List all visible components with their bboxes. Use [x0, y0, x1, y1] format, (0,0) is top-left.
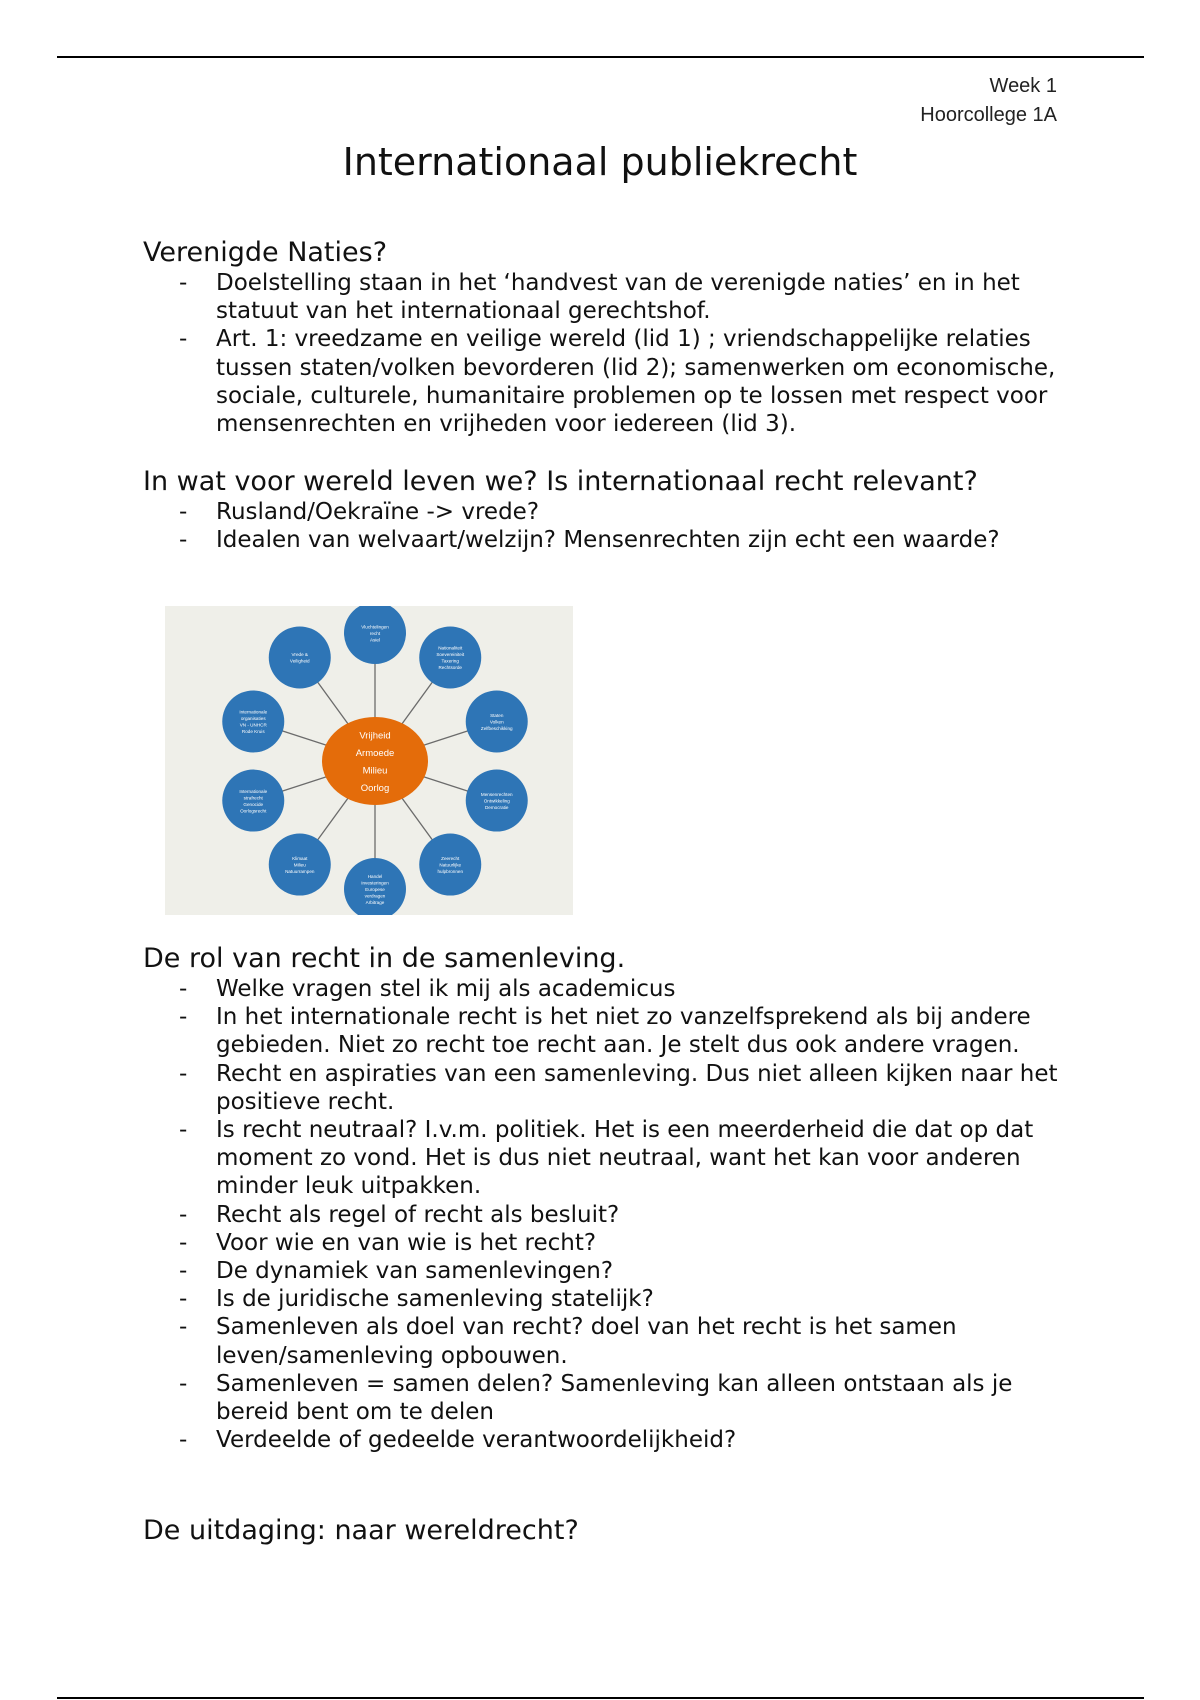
diagram-canvas	[165, 606, 573, 915]
diagram-node-label: Zelfbeschikking	[480, 725, 513, 731]
section-verenigde-naties	[143, 237, 1063, 438]
diagram-node	[222, 770, 284, 832]
diagram-node-label: Oorlogsrecht	[240, 808, 267, 814]
diagram-node-label: Democratie	[484, 805, 509, 811]
diagram-node-label: recht	[369, 631, 381, 636]
diagram-node-label: Nationaliteit	[438, 645, 463, 651]
diagram-node	[419, 626, 481, 688]
diagram-node-label: Europese	[365, 887, 385, 892]
page-header-meta	[920, 72, 1057, 130]
diagram-node-label: Natuurrampen	[285, 869, 315, 875]
diagram-node-label: Investeringen	[361, 880, 389, 886]
list-item: - Samenleven = samen delen? Samenleving kan alleen ontstaan als je bereid bent om te delen	[143, 1370, 1063, 1426]
diagram-node-label: Asiel	[370, 637, 380, 643]
diagram-node-label: Arbitrage	[365, 900, 385, 905]
section-title: Verenigde Naties?	[143, 237, 388, 268]
section-uitdaging	[143, 1515, 1063, 1547]
diagram-node-label: Rechtsorde	[438, 665, 462, 671]
diagram-node-label: Veiligheid	[289, 658, 310, 664]
list-item: - Recht en aspiraties van een samenleving. Dus niet alleen kijken naar het positieve recht.	[143, 1060, 1063, 1116]
section-title: De uitdaging: naar wereldrecht?	[143, 1515, 579, 1546]
diagram-node-label: strafrecht	[243, 795, 263, 801]
diagram-node	[269, 834, 331, 896]
diagram-node	[269, 626, 331, 688]
week-label: Week 1	[989, 75, 1057, 97]
section-title: In wat voor wereld leven we? Is internationaal recht relevant?	[143, 466, 978, 497]
list-item: - Is recht neutraal? I.v.m. politiek. Het is een meerderheid die dat op dat moment zo vond. Het is dus niet neutraal, want het kan voor anderen minder leuk uitpakken.	[143, 1116, 1063, 1201]
diagram-node-label: hulpbronnen	[437, 869, 464, 875]
topic-diagram	[165, 606, 573, 915]
diagram-node-label: organisaties	[240, 716, 266, 722]
diagram-center	[322, 717, 428, 805]
list-item: - Welke vragen stel ik mij als academicus	[143, 975, 1063, 1003]
diagram-center-label: Vrijheid	[359, 730, 391, 742]
diagram-node	[222, 690, 284, 752]
diagram-node	[344, 858, 406, 915]
list-item: - Recht als regel of recht als besluit?	[143, 1201, 1063, 1229]
diagram-node-label: Rode Kruis	[241, 729, 265, 735]
list-item: - Samenleven als doel van recht? doel van het recht is het samen leven/samenleving opbouwen.	[143, 1313, 1063, 1369]
lecture-label: Hoorcollege 1A	[920, 104, 1057, 126]
bullet-list	[143, 498, 1063, 554]
top-rule	[57, 56, 1144, 58]
section-title: De rol van recht in de samenleving.	[143, 943, 626, 974]
diagram-node-label: verdragen	[364, 893, 386, 899]
diagram-node	[466, 770, 528, 832]
bullet-list	[143, 975, 1063, 1454]
diagram-node-label: Internationale	[239, 788, 268, 794]
list-item: - In het internationale recht is het niet zo vanzelfsprekend als bij andere gebieden. Niet zo recht toe recht aan. Je stelt dus ook andere vragen.	[143, 1003, 1063, 1059]
diagram-node	[466, 690, 528, 752]
list-item: - Voor wie en van wie is het recht?	[143, 1229, 1063, 1257]
section-wereld	[143, 466, 1063, 554]
diagram-node-label: Mensenrechten	[480, 792, 513, 798]
diagram-center-label: Milieu	[362, 765, 388, 777]
diagram-node-label: VN - UNHCR	[239, 722, 267, 728]
diagram-node-label: Natuurlijke	[439, 862, 462, 868]
list-item: - Is de juridische samenleving statelijk?	[143, 1285, 1063, 1313]
bottom-rule	[57, 1697, 1144, 1699]
section-rol-van-recht	[143, 943, 1063, 1454]
diagram-node-label: Ontwikkeling	[483, 798, 510, 804]
list-item: - Idealen van welvaart/welzijn? Mensenrechten zijn echt een waarde?	[143, 526, 1063, 554]
page-title: Internationaal publiekrecht	[342, 140, 858, 184]
diagram-center-label: Armoede	[355, 747, 395, 759]
diagram-node-label: Vluchtelingen	[361, 624, 389, 630]
list-item: - De dynamiek van samenlevingen?	[143, 1257, 1063, 1285]
list-item: - Verdeelde of gedeelde verantwoordelijkheid?	[143, 1426, 1063, 1454]
diagram-center-label: Oorlog	[360, 782, 390, 794]
diagram-node-label: Internationale	[239, 709, 268, 715]
diagram-node	[344, 606, 406, 664]
diagram-node-label: Staten	[490, 712, 504, 718]
diagram-node-label: Volken	[489, 719, 504, 725]
diagram-node-label: Taxering	[441, 658, 459, 664]
diagram-node-label: Klimaat	[292, 856, 308, 862]
list-item: - Art. 1: vreedzame en veilige wereld (lid 1) ; vriendschappelijke relaties tussen staten/volken bevorderen (lid 2); samenwerken om economische, sociale, culturele, humanitaire problemen op te lossen met respect voor mensenrechten en vrijheden voor iedereen (lid 3).	[143, 325, 1063, 438]
diagram-node-label: Soevereiniteit	[436, 652, 465, 658]
diagram-node-label: Handel	[367, 874, 383, 879]
diagram-node-label: Genocide	[243, 801, 264, 807]
diagram-node-label: Zeerecht	[441, 856, 460, 862]
list-item: - Doelstelling staan in het ‘handvest van de verenigde naties’ en in het statuut van het internationaal gerechtshof.	[143, 269, 1063, 325]
diagram-node-label: Vrede &	[291, 652, 308, 658]
diagram-node-label: Milieu	[293, 862, 306, 868]
diagram-node	[419, 834, 481, 896]
bullet-list	[143, 269, 1063, 438]
list-item: - Rusland/Oekraïne -> vrede?	[143, 498, 1063, 526]
